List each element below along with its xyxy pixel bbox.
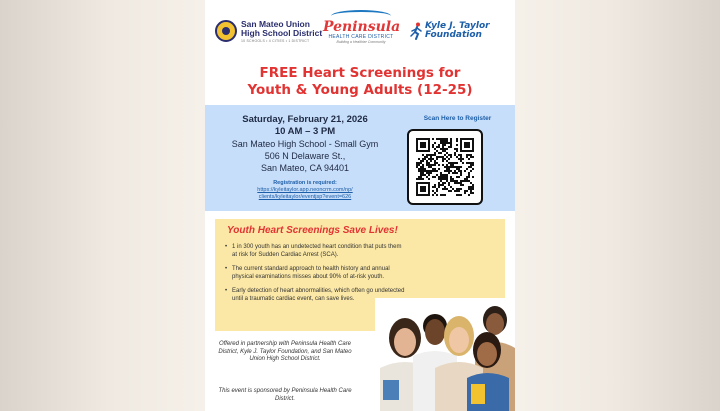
headline-line1: FREE Heart Screenings for <box>259 65 461 81</box>
sponsor-note: This event is sponsored by Peninsula Health Care District. <box>218 388 352 402</box>
event-details <box>205 114 405 201</box>
registration-link-line1[interactable]: https://kyleitaylor.app.neoncrm.com/np/ <box>257 187 353 193</box>
phcd-tagline: Building a Healthier Community <box>336 40 386 44</box>
smuhsd-line1: San Mateo Union <box>241 19 310 29</box>
qr-label: Scan Here to Register <box>423 115 492 122</box>
event-venue: San Mateo High School - Small Gym <box>231 139 379 149</box>
smuhsd-tagline: 10 SCHOOLS • 4 CITIES • 1 DISTRICT <box>241 39 310 43</box>
runner-icon <box>410 22 423 40</box>
phcd-subtitle: HEALTH CARE DISTRICT <box>328 34 394 40</box>
registration-link-line2[interactable]: clients/kyleitaylor/eventjsp?event=626 <box>258 194 352 200</box>
list-item: • The current standard approach to health history and annual physical examinations misses about 90% of at-risk youth. <box>225 266 390 280</box>
event-date: Saturday, February 21, 2026 <box>242 114 368 125</box>
registration-label: Registration is required: <box>273 180 337 186</box>
list-item: • Early detection of heart abnormalities, which often go undetected until a traumatic cardiac event, can save lives. <box>225 288 405 302</box>
kjt-line2: Foundation <box>425 30 482 40</box>
event-time: 10 AM – 3 PM <box>274 126 336 137</box>
event-city: San Mateo, CA 94401 <box>260 163 350 173</box>
headline-line2: Youth & Young Adults (12-25) <box>247 82 473 98</box>
kjt-line1: Kyle J. Taylor <box>425 21 490 31</box>
phcd-logo <box>323 10 399 44</box>
bullet-icon: • <box>225 244 228 250</box>
partnership-note: Offered in partnership with Peninsula Health Care District, Kyle J. Taylor Foundation, and San Mateo Union High School District. <box>218 341 352 362</box>
qr-code-frame[interactable] <box>407 129 483 205</box>
list-item: • 1 in 300 youth has an undetected heart condition that puts them at risk for Sudden Cardiac Arrest (SCA). <box>225 244 402 258</box>
district-seal-icon <box>215 20 237 42</box>
flyer <box>205 0 515 411</box>
smuhsd-logo <box>215 20 322 43</box>
qr-code-icon <box>416 138 474 196</box>
youth-group-photo <box>375 298 515 411</box>
phcd-title: Peninsula <box>323 19 401 35</box>
event-street: 506 N Delaware St., <box>264 151 346 161</box>
smuhsd-line2: High School District <box>241 28 323 38</box>
bullet-icon: • <box>225 288 228 294</box>
event-info-band <box>205 105 515 211</box>
headline <box>205 65 515 99</box>
kjt-logo <box>410 22 490 40</box>
logo-bar <box>205 8 515 53</box>
saves-heading: Youth Heart Screenings Save Lives! <box>227 225 398 236</box>
bullet-icon: • <box>225 266 228 272</box>
